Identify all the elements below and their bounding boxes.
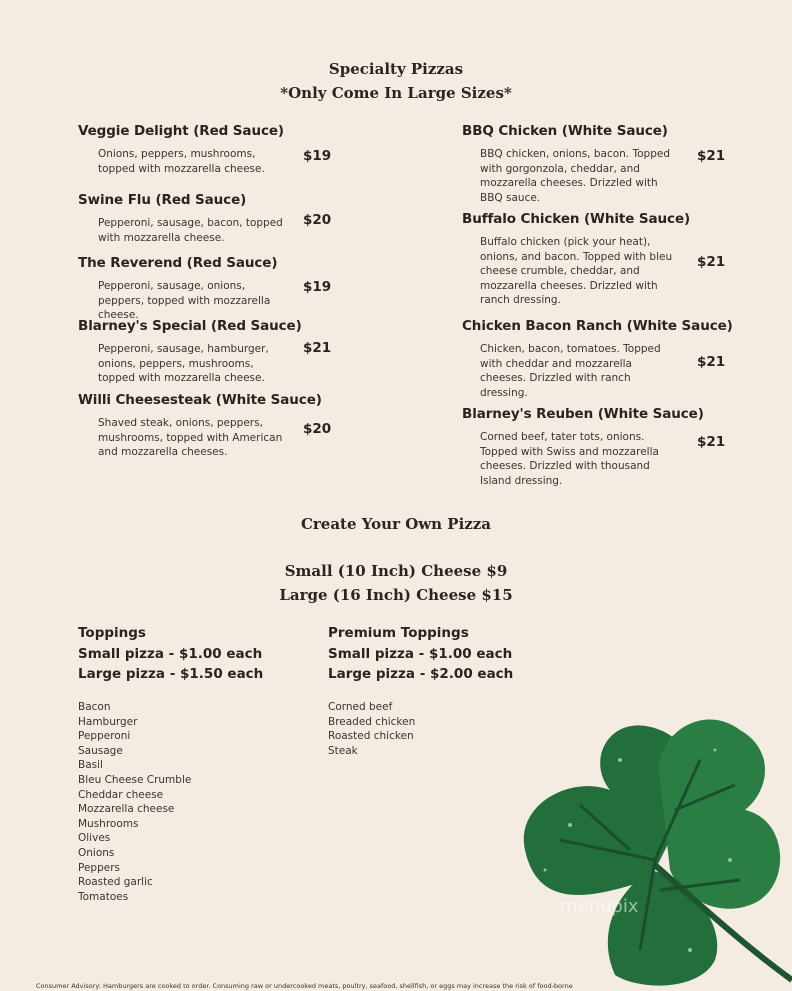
item-price: $19 bbox=[303, 279, 332, 295]
item-description: Pepperoni, sausage, hamburger, onions, peppers, mushrooms, topped with mozzarella cheese. bbox=[98, 343, 269, 385]
premium-small-price: Small pizza - $1.00 each bbox=[328, 645, 513, 662]
menu-item bbox=[78, 192, 378, 244]
toppings-heading-block bbox=[78, 623, 263, 685]
consumer-advisory: Consumer Advisory: Hamburgers are cooked to order. Consuming raw or undercooked meats, poultry, seafood, shellfish, or eggs may increase the risk of food-borne bbox=[36, 982, 573, 990]
title: Specialty Pizzas bbox=[328, 60, 464, 78]
item-description: Pepperoni, sausage, onions, peppers, topped with mozzarella cheese. bbox=[98, 280, 271, 322]
list-item: Olives bbox=[78, 832, 111, 845]
toppings-heading: Toppings bbox=[78, 625, 146, 641]
menu-item bbox=[462, 406, 762, 487]
item-name: Chicken Bacon Ranch (White Sauce) bbox=[462, 318, 733, 334]
list-item: Mozzarella cheese bbox=[78, 803, 175, 816]
item-price: $21 bbox=[697, 254, 726, 270]
item-price: $21 bbox=[697, 148, 726, 164]
item-price: $21 bbox=[697, 354, 726, 370]
item-name: Swine Flu (Red Sauce) bbox=[78, 192, 247, 208]
item-name: Veggie Delight (Red Sauce) bbox=[78, 123, 284, 139]
list-item: Corned beef bbox=[328, 701, 393, 713]
toppings-list bbox=[78, 700, 191, 904]
menu-item bbox=[78, 318, 378, 385]
item-price: $19 bbox=[303, 148, 332, 164]
list-item: Roasted chicken bbox=[328, 730, 414, 743]
item-name: The Reverend (Red Sauce) bbox=[78, 255, 278, 271]
item-price: $21 bbox=[697, 434, 726, 450]
item-name: Willi Cheesesteak (White Sauce) bbox=[78, 392, 322, 408]
list-item: Cheddar cheese bbox=[78, 788, 164, 801]
premium-list bbox=[328, 700, 415, 758]
list-item: Onions bbox=[78, 846, 115, 859]
toppings-large-price: Large pizza - $1.50 each bbox=[78, 666, 264, 682]
premium-large-price: Large pizza - $2.00 each bbox=[328, 666, 514, 682]
premium-heading: Premium Toppings bbox=[328, 625, 469, 641]
list-item: Mushrooms bbox=[78, 817, 139, 830]
premium-heading-block bbox=[328, 623, 513, 685]
item-price: $21 bbox=[303, 340, 332, 356]
list-item: Bleu Cheese Crumble bbox=[78, 773, 192, 786]
item-description: Onions, peppers, mushrooms, topped with mozzarella cheese. bbox=[98, 148, 265, 175]
item-price: $20 bbox=[303, 212, 332, 228]
list-item: Breaded chicken bbox=[328, 715, 416, 728]
item-name: Buffalo Chicken (White Sauce) bbox=[462, 211, 691, 227]
list-item: Hamburger bbox=[78, 715, 138, 728]
shamrock-icon bbox=[500, 690, 792, 991]
item-description: Corned beef, tater tots, onions. Topped with Swiss and mozzarella cheeses. Drizzled with thousand Island dressing. bbox=[480, 431, 659, 487]
list-item: Peppers bbox=[78, 861, 120, 874]
item-name: Blarney's Reuben (White Sauce) bbox=[462, 406, 704, 422]
list-item: Bacon bbox=[78, 701, 111, 713]
menu-item bbox=[462, 318, 762, 399]
item-description: Shaved steak, onions, peppers, mushrooms, topped with American and mozzarella cheeses. bbox=[98, 417, 283, 459]
list-item: Basil bbox=[78, 759, 103, 772]
list-item: Sausage bbox=[78, 744, 123, 757]
menu-item bbox=[462, 211, 762, 307]
large-cheese-price: Large (16 Inch) Cheese $15 bbox=[279, 586, 513, 604]
small-cheese-price: Small (10 Inch) Cheese $9 bbox=[284, 562, 508, 580]
item-description: Chicken, bacon, tomatoes. Topped with cheddar and mozzarella cheeses. Drizzled with ranch dressing. bbox=[480, 343, 661, 399]
menu-item bbox=[78, 392, 378, 459]
subtitle: *Only Come In Large Sizes* bbox=[280, 84, 512, 102]
menu-item bbox=[78, 123, 378, 175]
menu-item bbox=[462, 123, 762, 204]
item-name: Blarney's Special (Red Sauce) bbox=[78, 318, 302, 334]
watermark: menupix bbox=[560, 896, 639, 917]
toppings-small-price: Small pizza - $1.00 each bbox=[78, 645, 263, 662]
list-item: Roasted garlic bbox=[78, 876, 153, 889]
menu-item bbox=[78, 255, 378, 322]
item-price: $20 bbox=[303, 421, 332, 437]
list-item: Steak bbox=[328, 744, 358, 757]
item-description: Buffalo chicken (pick your heat), onions, and bacon. Topped with bleu cheese crumble, cheddar, and mozzarella cheeses. Drizzled with ranch dressing. bbox=[480, 236, 673, 307]
list-item: Pepperoni bbox=[78, 730, 131, 743]
item-name: BBQ Chicken (White Sauce) bbox=[462, 123, 668, 139]
create-your-own-title: Create Your Own Pizza bbox=[300, 515, 492, 533]
item-description: BBQ chicken, onions, bacon. Topped with gorgonzola, cheddar, and mozzarella cheeses. Drizzled with BBQ sauce. bbox=[480, 148, 670, 204]
list-item: Tomatoes bbox=[78, 890, 129, 903]
item-description: Pepperoni, sausage, bacon, topped with mozzarella cheese. bbox=[98, 217, 283, 244]
